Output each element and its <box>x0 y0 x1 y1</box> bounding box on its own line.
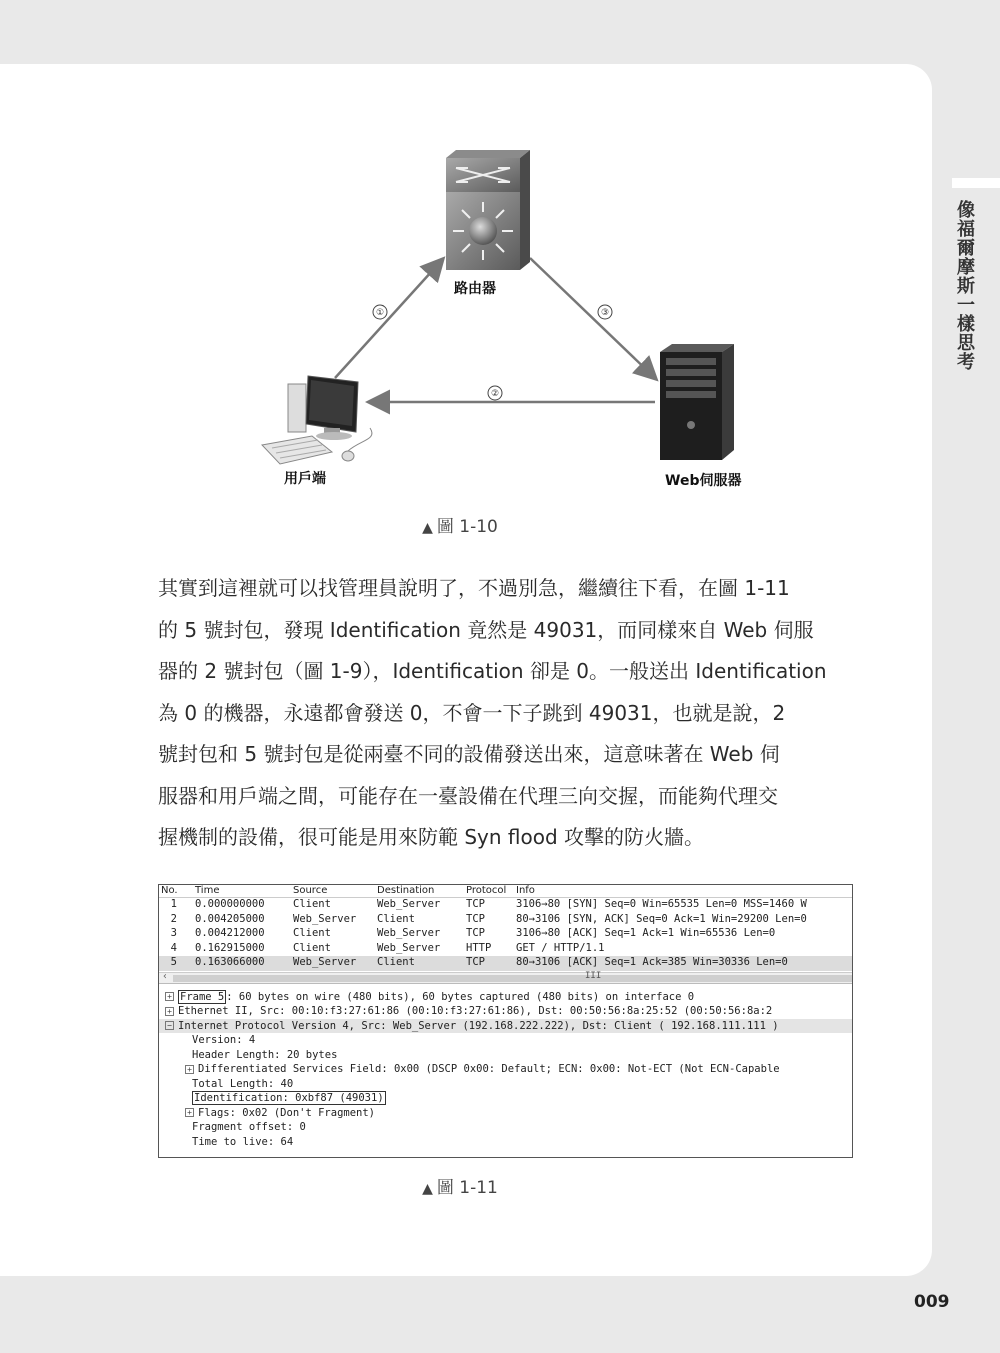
horizontal-scrollbar[interactable] <box>159 972 852 984</box>
detail-ip[interactable]: − Internet Protocol Version 4, Src: Web_Server (192.168.222.222), Dst: Client ( 192.168.111.111 ) <box>159 1019 852 1034</box>
diagram-graphics <box>250 140 770 500</box>
detail-frame[interactable]: + Frame 5 : 60 bytes on wire (480 bits), 60 bytes captured (480 bits) on interface 0 <box>159 990 852 1005</box>
caption-1-text: 圖 1-10 <box>436 517 498 537</box>
expand-plus-icon[interactable]: + <box>185 1065 194 1074</box>
frame-label-highlight: Frame 5 <box>180 990 225 1003</box>
web-server-icon <box>660 344 734 460</box>
arrow-router-to-server <box>530 258 655 378</box>
detail-dsf[interactable]: + Differentiated Services Field: 0x00 (DSCP 0x00: Default; ECN: 0x00: Not-ECT (Not ECN-Capable <box>159 1062 852 1077</box>
figure-caption-1 <box>0 512 960 537</box>
detail-ttl[interactable]: Time to live: 64 <box>192 1135 294 1148</box>
packet-row[interactable]: 3 0.004212000 Client Web_Server TCP 3106→80 [ACK] Seq=1 Ack=1 Win=65536 Len=0 <box>170 927 776 939</box>
client-computer-icon <box>262 376 372 464</box>
caption-2-text: 圖 1-11 <box>436 1178 498 1198</box>
body-line: 為 0 的機器，永遠都會發送 0，不會一下子跳到 49031，也就是說，2 <box>158 700 786 725</box>
collapse-minus-icon[interactable]: − <box>165 1021 174 1030</box>
packet-list-header <box>159 885 852 898</box>
arrow-client-to-router <box>335 260 442 378</box>
col-time[interactable]: Time <box>195 885 220 896</box>
router-icon <box>446 150 530 270</box>
body-line: 握機制的設備，很可能是用來防範 Syn flood 攻擊的防火牆。 <box>158 825 705 849</box>
packet-row-selected[interactable]: 5 0.163066000 Web_Server Client TCP 80→3106 [ACK] Seq=1 Ack=385 Win=30336 Len=0 <box>159 956 852 971</box>
step3-marker: ③ <box>600 308 610 318</box>
step2-marker: ② <box>490 389 500 399</box>
detail-identification[interactable] <box>159 1091 852 1106</box>
step1-marker: ① <box>375 308 385 318</box>
figure-caption-2 <box>0 1173 960 1198</box>
side-chapter-title: 像福爾摩斯一樣思考 <box>954 200 975 371</box>
col-no[interactable]: No. <box>161 885 178 896</box>
wireshark-screenshot <box>158 884 853 1158</box>
router-label: 路由器 <box>454 281 496 297</box>
client-label: 用戶端 <box>284 471 326 487</box>
detail-flags[interactable]: + Flags: 0x02 (Don't Fragment) <box>159 1106 852 1121</box>
col-destination[interactable]: Destination <box>377 885 435 896</box>
detail-header-length[interactable]: Header Length: 20 bytes <box>192 1048 338 1061</box>
page-number: 009 <box>914 1292 950 1312</box>
detail-fragment-offset[interactable]: Fragment offset: 0 <box>192 1121 306 1134</box>
side-tab-marker <box>952 178 1000 188</box>
detail-ethernet[interactable]: + Ethernet II, Src: 00:10:f3:27:61:86 (00:10:f3:27:61:86), Dst: 00:50:56:8a:25:52 (00:50:56:8a:2 <box>159 1004 852 1019</box>
scrollbar-thumb[interactable] <box>173 975 852 982</box>
network-diagram <box>250 140 770 500</box>
col-protocol[interactable]: Protocol <box>466 885 507 896</box>
body-line: 服器和用戶端之間，可能存在一臺設備在代理三向交握，而能夠代理交 <box>158 783 778 808</box>
caption-marker: ▲ <box>422 520 433 536</box>
caption-marker: ▲ <box>422 1181 433 1197</box>
detail-total-length[interactable]: Total Length: 40 <box>192 1077 294 1090</box>
scroll-grip: III <box>585 970 602 981</box>
detail-version[interactable]: Version: 4 <box>192 1034 256 1047</box>
col-source[interactable]: Source <box>293 885 328 896</box>
expand-plus-icon[interactable]: + <box>165 1007 174 1016</box>
packet-row[interactable]: 4 0.162915000 Client Web_Server HTTP GET / HTTP/1.1 <box>170 941 605 954</box>
packet-row[interactable]: 1 0.000000000 Client Web_Server TCP 3106→80 [SYN] Seq=0 Win=65535 Len=0 MSS=1460 W <box>170 898 807 910</box>
body-paragraph <box>158 568 858 859</box>
body-line: 的 5 號封包，發現 Identification 竟然是 49031，而同樣來自 Web 伺服 <box>158 617 814 642</box>
packet-details-tree <box>159 984 852 1150</box>
body-line: 其實到這裡就可以找管理員說明了，不過別急，繼續往下看，在圖 1-11 <box>158 576 790 600</box>
identification-highlight: Identification: 0xbf87 (49031) <box>194 1092 384 1105</box>
server-label: Web伺服器 <box>665 473 742 489</box>
body-line: 器的 2 號封包（圖 1-9），Identification 卻是 0。一般送出 Identification <box>158 659 827 683</box>
scroll-left-icon[interactable]: ‹ <box>162 970 169 982</box>
expand-plus-icon[interactable]: + <box>185 1108 194 1117</box>
packet-row[interactable]: 2 0.004205000 Web_Server Client TCP 80→3106 [SYN, ACK] Seq=0 Ack=1 Win=29200 Len=0 <box>170 912 807 925</box>
col-info[interactable]: Info <box>516 885 535 896</box>
expand-plus-icon[interactable]: + <box>165 992 174 1001</box>
body-line: 號封包和 5 號封包是從兩臺不同的設備發送出來，這意味著在 Web 伺 <box>158 742 780 766</box>
